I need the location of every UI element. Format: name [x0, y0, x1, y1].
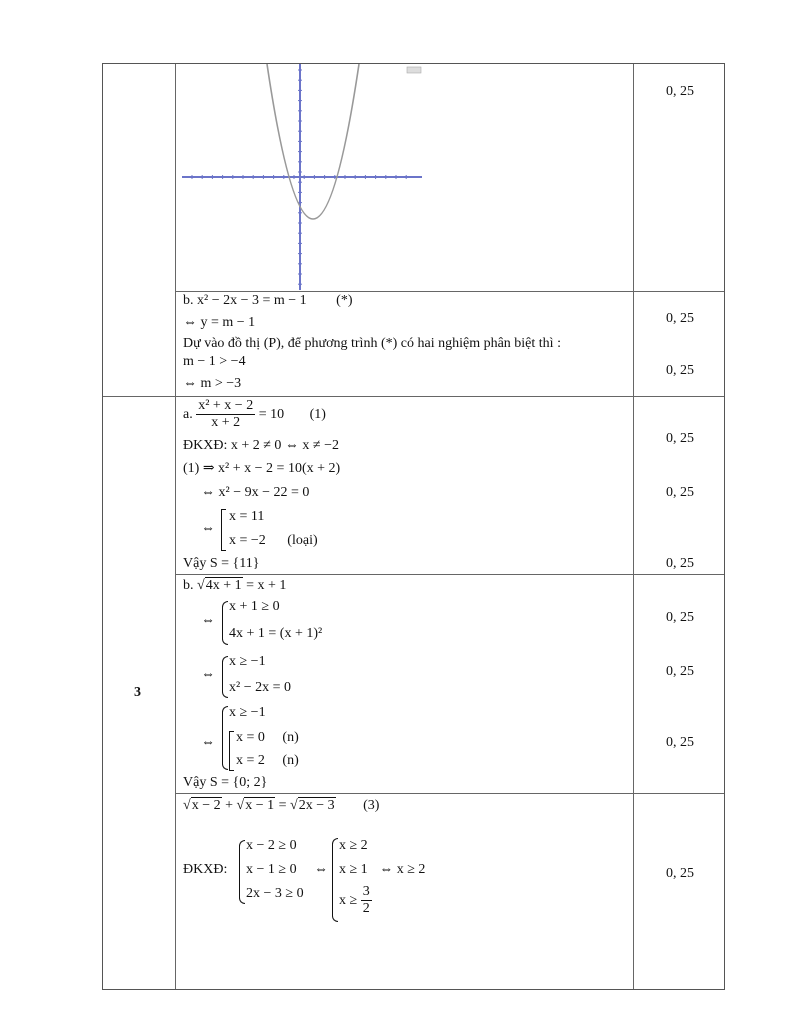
sqrt-symbol: √ — [290, 798, 298, 813]
condition-line: x − 2 ≥ 0 — [246, 838, 297, 853]
score-cell: 0, 25 — [666, 363, 694, 378]
denominator: 2 — [362, 901, 370, 917]
fraction — [196, 398, 255, 431]
equation-tag: (1) — [309, 406, 326, 422]
solution-bracket — [221, 509, 226, 551]
fraction — [361, 884, 372, 917]
sqrt-symbol: √ — [197, 578, 205, 593]
equation-tag: (3) — [363, 798, 380, 813]
equivalence-symbol: ⇔ — [201, 521, 215, 536]
score-cell: 0, 25 — [666, 556, 694, 571]
solution-note: (n) — [282, 730, 299, 745]
numerator: x² + x − 2 — [196, 398, 255, 415]
numerator: 3 — [361, 884, 372, 901]
result-line: Vậy S = {0; 2} — [183, 775, 268, 790]
result-line: Vậy S = {11} — [183, 556, 260, 571]
operator: + — [225, 798, 233, 813]
equation-line: ⇔ x² − 9x − 22 = 0 — [201, 485, 310, 500]
equation-line — [183, 578, 286, 594]
denominator: x + 2 — [211, 415, 241, 431]
score-cell: 0, 25 — [666, 866, 694, 881]
system-brace — [222, 656, 228, 698]
parabola-graph — [176, 64, 426, 290]
solution-bracket — [229, 731, 234, 771]
equation-text: = 10 — [258, 406, 285, 422]
radicand: 2x − 3 — [298, 798, 335, 813]
system-brace — [222, 601, 228, 645]
radicand: x − 2 — [191, 798, 221, 813]
score-cell: 0, 25 — [666, 735, 694, 750]
system-brace — [239, 840, 245, 904]
radicand: x − 1 — [245, 798, 275, 813]
score-cell: 0, 25 — [666, 610, 694, 625]
condition-line: ĐKXĐ: x + 2 ≠ 0 ⇔ x ≠ −2 — [183, 438, 339, 453]
condition-line: 2x − 3 ≥ 0 — [246, 886, 304, 901]
system-line: x + 1 ≥ 0 — [229, 599, 280, 614]
question-number: 3 — [134, 685, 141, 700]
solution-line: x = 11 — [229, 509, 265, 524]
parabola-curve — [267, 64, 359, 219]
score-cell: 0, 25 — [666, 485, 694, 500]
system-line: x ≥ −1 — [229, 705, 266, 720]
radicand: 4x + 1 — [205, 578, 242, 593]
condition-line: x ≥ 2 — [339, 838, 368, 853]
solution-text: x = 2 — [236, 753, 265, 768]
operator: = — [278, 798, 287, 813]
equation-line: ⇔ y = m − 1 — [183, 315, 256, 330]
solution-note: (n) — [282, 753, 299, 768]
sqrt-symbol: √ — [236, 798, 245, 813]
solution-note: (loại) — [287, 533, 318, 548]
graph-corner-mark — [407, 67, 421, 73]
solution-text: x = −2 — [229, 533, 266, 548]
row-divider — [103, 396, 724, 397]
sqrt-symbol: √ — [183, 798, 191, 813]
row-divider — [175, 793, 724, 794]
equation-line: ⇔ m > −3 — [183, 376, 242, 391]
equation-tag: (*) — [336, 293, 353, 308]
system-line: x ≥ −1 — [229, 654, 266, 669]
equation-line: (1) ⇒ x² + x − 2 = 10(x + 2) — [183, 461, 341, 476]
score-cell: 0, 25 — [666, 84, 694, 99]
solution-line — [236, 753, 299, 769]
equation-line — [183, 398, 326, 431]
condition-label: ĐKXĐ: — [183, 862, 228, 877]
part-label: b. — [183, 578, 194, 593]
system-brace — [222, 706, 228, 770]
equivalence-symbol: ⇔ — [201, 667, 215, 682]
condition-text: x ≥ — [339, 892, 358, 908]
system-line: 4x + 1 = (x + 1)² — [229, 626, 323, 641]
column-divider — [633, 64, 634, 989]
equation-line: m − 1 > −4 — [183, 354, 246, 369]
condition-text: ⇔ x ≥ 2 — [379, 862, 426, 877]
condition-line — [339, 862, 425, 878]
condition-line — [339, 884, 372, 917]
row-divider — [175, 291, 724, 292]
solution-line — [229, 533, 318, 549]
equation-line — [183, 293, 353, 309]
condition-text: x ≥ 1 — [339, 862, 368, 877]
system-line: x² − 2x = 0 — [229, 680, 291, 695]
row-divider — [175, 574, 724, 575]
part-label: a. — [183, 406, 193, 422]
score-cell: 0, 25 — [666, 664, 694, 679]
equivalence-symbol: ⇔ — [201, 735, 215, 750]
equivalence-symbol: ⇔ — [314, 862, 328, 877]
explanation-text: Dự vào đồ thị (P), để phương trình (*) có hai nghiệm phân biệt thì : — [183, 336, 561, 351]
equivalence-symbol: ⇔ — [201, 613, 215, 628]
system-brace — [332, 838, 338, 922]
solution-line — [236, 730, 299, 746]
score-cell: 0, 25 — [666, 431, 694, 446]
solution-text: x = 0 — [236, 730, 265, 745]
equation-text: = x + 1 — [246, 578, 287, 593]
condition-line: x − 1 ≥ 0 — [246, 862, 297, 877]
equation-line — [183, 798, 379, 814]
equation-text: b. x² − 2x − 3 = m − 1 — [183, 293, 307, 308]
score-cell: 0, 25 — [666, 311, 694, 326]
